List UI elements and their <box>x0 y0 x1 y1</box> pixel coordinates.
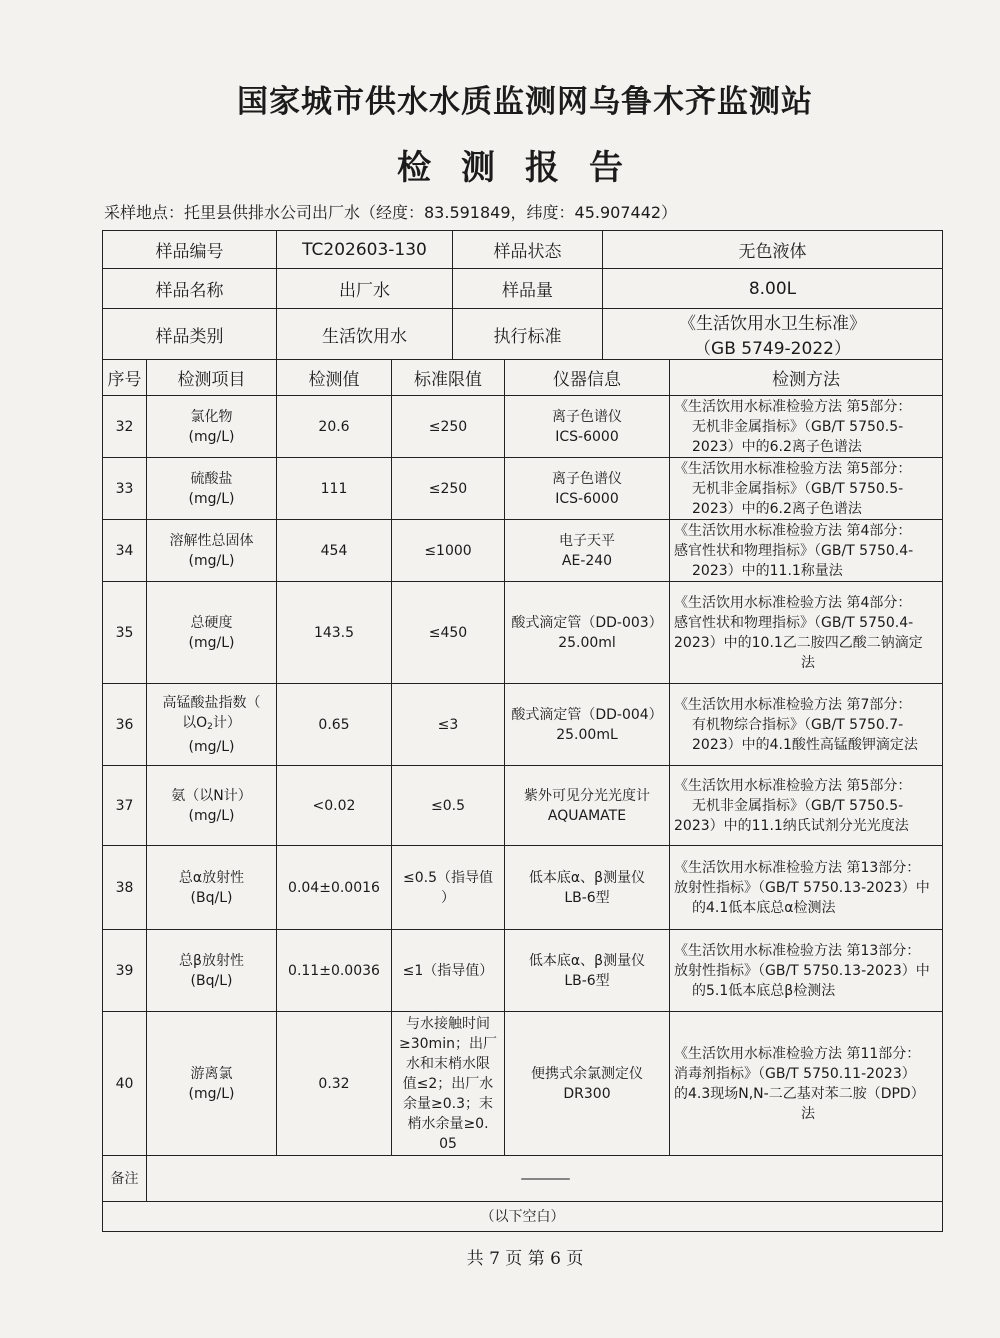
col-item: 检测项目 <box>147 360 277 396</box>
table-row <box>103 309 943 360</box>
method-line: 2023）中的6.2离子色谱法 <box>692 438 862 455</box>
table-row <box>103 269 943 309</box>
instrument-name: 便携式余氯测定仪 <box>531 1065 643 1082</box>
blank-note-row <box>103 1202 943 1232</box>
table-row <box>103 231 943 269</box>
table-row <box>103 582 943 684</box>
limit-line: 余量≥0.3；末 <box>403 1095 493 1112</box>
instrument-model: AQUAMATE <box>547 807 627 824</box>
item-unit: (Bq/L) <box>190 972 233 989</box>
row-instrument <box>505 396 670 458</box>
table-row <box>103 1012 943 1156</box>
sample-state-label: 样品状态 <box>453 231 603 269</box>
row-method <box>670 930 943 1012</box>
row-method <box>670 458 943 520</box>
row-no: 39 <box>103 930 147 1012</box>
item-unit: (mg/L) <box>188 1085 235 1102</box>
item-text: 以O <box>182 714 208 731</box>
method-line: 2023）中的11.1称量法 <box>692 562 843 579</box>
item-name: 总硬度 <box>190 614 233 631</box>
row-limit: ≤1（指导值） <box>392 930 505 1012</box>
method-line: 《生活饮用水标准检验方法 第4部分： <box>674 594 912 611</box>
sample-state: 无色液体 <box>603 231 943 269</box>
method-line: 法 <box>801 654 815 671</box>
col-limit: 标准限值 <box>392 360 505 396</box>
col-value: 检测值 <box>277 360 392 396</box>
row-no: 35 <box>103 582 147 684</box>
instrument-name: 酸式滴定管（DD-003） <box>511 614 663 631</box>
row-item <box>147 684 277 766</box>
sample-type: 生活饮用水 <box>277 309 453 360</box>
limit-line: 梢水余量≥0. <box>407 1115 489 1132</box>
row-limit: ≤250 <box>392 396 505 458</box>
row-instrument <box>505 520 670 582</box>
item-text: 计） <box>212 714 241 731</box>
col-instrument: 仪器信息 <box>505 360 670 396</box>
sample-name: 出厂水 <box>277 269 453 309</box>
method-line: 感官性状和物理指标》（GB/T 5750.4- <box>674 542 914 559</box>
table-row <box>103 396 943 458</box>
row-method <box>670 582 943 684</box>
item-name: 氨（以N计） <box>171 787 252 804</box>
item-name: 总β放射性 <box>179 952 244 969</box>
instrument-name: 酸式滴定管（DD-004） <box>511 706 663 723</box>
page-number: 共 7 页 第 6 页 <box>466 1249 584 1269</box>
row-method <box>670 684 943 766</box>
method-line: 放射性指标》（GB/T 5750.13-2023）中 <box>674 879 930 896</box>
standard-value <box>603 309 943 360</box>
instrument-model: LB-6型 <box>564 972 610 989</box>
item-unit: (mg/L) <box>188 552 235 569</box>
row-limit: ≤250 <box>392 458 505 520</box>
item-name-cont <box>147 713 276 737</box>
row-no: 40 <box>103 1012 147 1156</box>
row-value: 111 <box>277 458 392 520</box>
row-no: 34 <box>103 520 147 582</box>
item-unit: (mg/L) <box>188 807 235 824</box>
limit-line: ） <box>441 889 455 906</box>
method-line: 无机非金属指标》（GB/T 5750.5- <box>692 797 904 814</box>
item-name: 溶解性总固体 <box>169 532 254 549</box>
col-method: 检测方法 <box>670 360 943 396</box>
instrument-model: DR300 <box>563 1085 611 1102</box>
row-instrument <box>505 458 670 520</box>
remarks-row <box>103 1156 943 1202</box>
standard-line: 《生活饮用水卫生标准》 <box>679 314 866 334</box>
report-title: 检测报告 <box>397 148 653 188</box>
item-subscript: 2 <box>207 721 213 732</box>
row-limit: ≤1000 <box>392 520 505 582</box>
row-no: 36 <box>103 684 147 766</box>
instrument-model: 25.00mL <box>556 726 618 743</box>
row-value: 0.11±0.0036 <box>277 930 392 1012</box>
method-line: 2023）中的4.1酸性高锰酸钾滴定法 <box>692 736 918 753</box>
instrument-name: 电子天平 <box>559 532 615 549</box>
item-name: 游离氯 <box>190 1065 233 1082</box>
method-line: 感官性状和物理指标》（GB/T 5750.4- <box>674 614 914 631</box>
row-value: 0.65 <box>277 684 392 766</box>
limit-line: 05 <box>439 1135 457 1152</box>
method-line: 法 <box>801 1105 815 1122</box>
table-row <box>103 930 943 1012</box>
method-line: 《生活饮用水标准检验方法 第5部分： <box>674 398 912 415</box>
method-line: 《生活饮用水标准检验方法 第7部分： <box>674 696 912 713</box>
method-line: 《生活饮用水标准检验方法 第11部分： <box>674 1045 921 1062</box>
row-value: 0.04±0.0016 <box>277 846 392 930</box>
method-line: 无机非金属指标》（GB/T 5750.5- <box>692 418 904 435</box>
instrument-model: ICS-6000 <box>555 428 619 445</box>
row-value: 20.6 <box>277 396 392 458</box>
sample-qty: 8.00L <box>603 269 943 309</box>
row-item <box>147 930 277 1012</box>
row-no: 32 <box>103 396 147 458</box>
row-instrument <box>505 684 670 766</box>
table-row <box>103 846 943 930</box>
item-name: 总α放射性 <box>178 869 245 886</box>
row-no: 38 <box>103 846 147 930</box>
row-limit: ≤0.5 <box>392 766 505 846</box>
standard-label: 执行标准 <box>453 309 603 360</box>
org-title: 国家城市供水水质监测网乌鲁木齐监测站 <box>237 84 813 120</box>
sampling-location: 采样地点：托里县供排水公司出厂水（经度：83.591849，纬度：45.907442） <box>104 203 678 222</box>
limit-line: ≤0.5（指导值 <box>403 869 493 886</box>
item-name: 硫酸盐 <box>190 470 233 487</box>
row-item <box>147 396 277 458</box>
instrument-model: ICS-6000 <box>555 490 619 507</box>
row-value: 143.5 <box>277 582 392 684</box>
row-instrument <box>505 846 670 930</box>
row-no: 33 <box>103 458 147 520</box>
method-line: 的4.3现场N,N-二乙基对苯二胺（DPD） <box>674 1085 925 1102</box>
method-line: 《生活饮用水标准检验方法 第13部分： <box>674 942 921 959</box>
table-row <box>103 458 943 520</box>
row-limit: ≤3 <box>392 684 505 766</box>
method-line: 《生活饮用水标准检验方法 第5部分： <box>674 460 912 477</box>
row-method <box>670 396 943 458</box>
row-instrument <box>505 766 670 846</box>
method-line: 《生活饮用水标准检验方法 第13部分： <box>674 859 921 876</box>
limit-line: 水和末梢水限 <box>406 1055 490 1072</box>
instrument-model: AE-240 <box>561 552 613 569</box>
sample-type-label: 样品类别 <box>103 309 277 360</box>
method-line: 无机非金属指标》（GB/T 5750.5- <box>692 480 904 497</box>
row-value: 454 <box>277 520 392 582</box>
blank-note: （以下空白） <box>103 1202 943 1232</box>
item-name: 高锰酸盐指数（ <box>162 694 261 711</box>
instrument-name: 离子色谱仪 <box>552 470 622 487</box>
remarks-content <box>147 1156 943 1202</box>
item-unit: (mg/L) <box>188 428 235 445</box>
item-unit: (mg/L) <box>188 490 235 507</box>
item-unit: (mg/L) <box>188 738 235 755</box>
instrument-name: 紫外可见分光光度计 <box>524 787 650 804</box>
instrument-name: 离子色谱仪 <box>552 408 622 425</box>
method-line: 的4.1低本底总α检测法 <box>692 899 836 916</box>
results-table <box>102 359 943 1232</box>
row-item <box>147 582 277 684</box>
row-method <box>670 766 943 846</box>
remarks-dash: ———— <box>520 1170 569 1187</box>
limit-line: ≥30min；出厂 <box>399 1035 497 1052</box>
instrument-name: 低本底α、β测量仪 <box>528 952 646 969</box>
row-instrument <box>505 582 670 684</box>
sample-info-table <box>102 230 943 360</box>
method-line: 2023）中的10.1乙二胺四乙酸二钠滴定 <box>674 634 923 651</box>
method-line: 《生活饮用水标准检验方法 第5部分： <box>674 777 912 794</box>
method-line: 《生活饮用水标准检验方法 第4部分： <box>674 522 912 539</box>
remarks-label: 备注 <box>103 1156 147 1202</box>
table-header-row <box>103 360 943 396</box>
row-value: <0.02 <box>277 766 392 846</box>
method-line: 2023）中的11.1纳氏试剂分光光度法 <box>674 817 909 834</box>
row-limit <box>392 1012 505 1156</box>
col-no: 序号 <box>103 360 147 396</box>
standard-line: （GB 5749-2022） <box>694 339 851 359</box>
instrument-model: 25.00ml <box>558 634 616 651</box>
sample-no: TC202603-130 <box>277 231 453 269</box>
sample-no-label: 样品编号 <box>103 231 277 269</box>
method-line: 2023）中的6.2离子色谱法 <box>692 500 862 517</box>
method-line: 的5.1低本底总β检测法 <box>692 982 836 999</box>
method-line: 有机物综合指标》（GB/T 5750.7- <box>692 716 904 733</box>
instrument-name: 低本底α、β测量仪 <box>528 869 646 886</box>
limit-line: 与水接触时间 <box>406 1015 490 1032</box>
table-row <box>103 520 943 582</box>
row-value: 0.32 <box>277 1012 392 1156</box>
sample-qty-label: 样品量 <box>453 269 603 309</box>
row-instrument <box>505 930 670 1012</box>
row-method <box>670 520 943 582</box>
row-method <box>670 846 943 930</box>
table-row <box>103 684 943 766</box>
item-unit: (mg/L) <box>188 634 235 651</box>
row-item <box>147 1012 277 1156</box>
method-line: 消毒剂指标》（GB/T 5750.11-2023） <box>674 1065 916 1082</box>
method-line: 放射性指标》（GB/T 5750.13-2023）中 <box>674 962 930 979</box>
item-name: 氯化物 <box>190 408 233 425</box>
row-item <box>147 766 277 846</box>
table-row <box>103 766 943 846</box>
row-method <box>670 1012 943 1156</box>
item-unit: (Bq/L) <box>190 889 233 906</box>
row-no: 37 <box>103 766 147 846</box>
limit-line: 值≤2；出厂水 <box>402 1075 494 1092</box>
row-limit <box>392 846 505 930</box>
row-limit: ≤450 <box>392 582 505 684</box>
row-item <box>147 458 277 520</box>
row-item <box>147 846 277 930</box>
row-instrument <box>505 1012 670 1156</box>
row-item <box>147 520 277 582</box>
instrument-model: LB-6型 <box>564 889 610 906</box>
sample-name-label: 样品名称 <box>103 269 277 309</box>
